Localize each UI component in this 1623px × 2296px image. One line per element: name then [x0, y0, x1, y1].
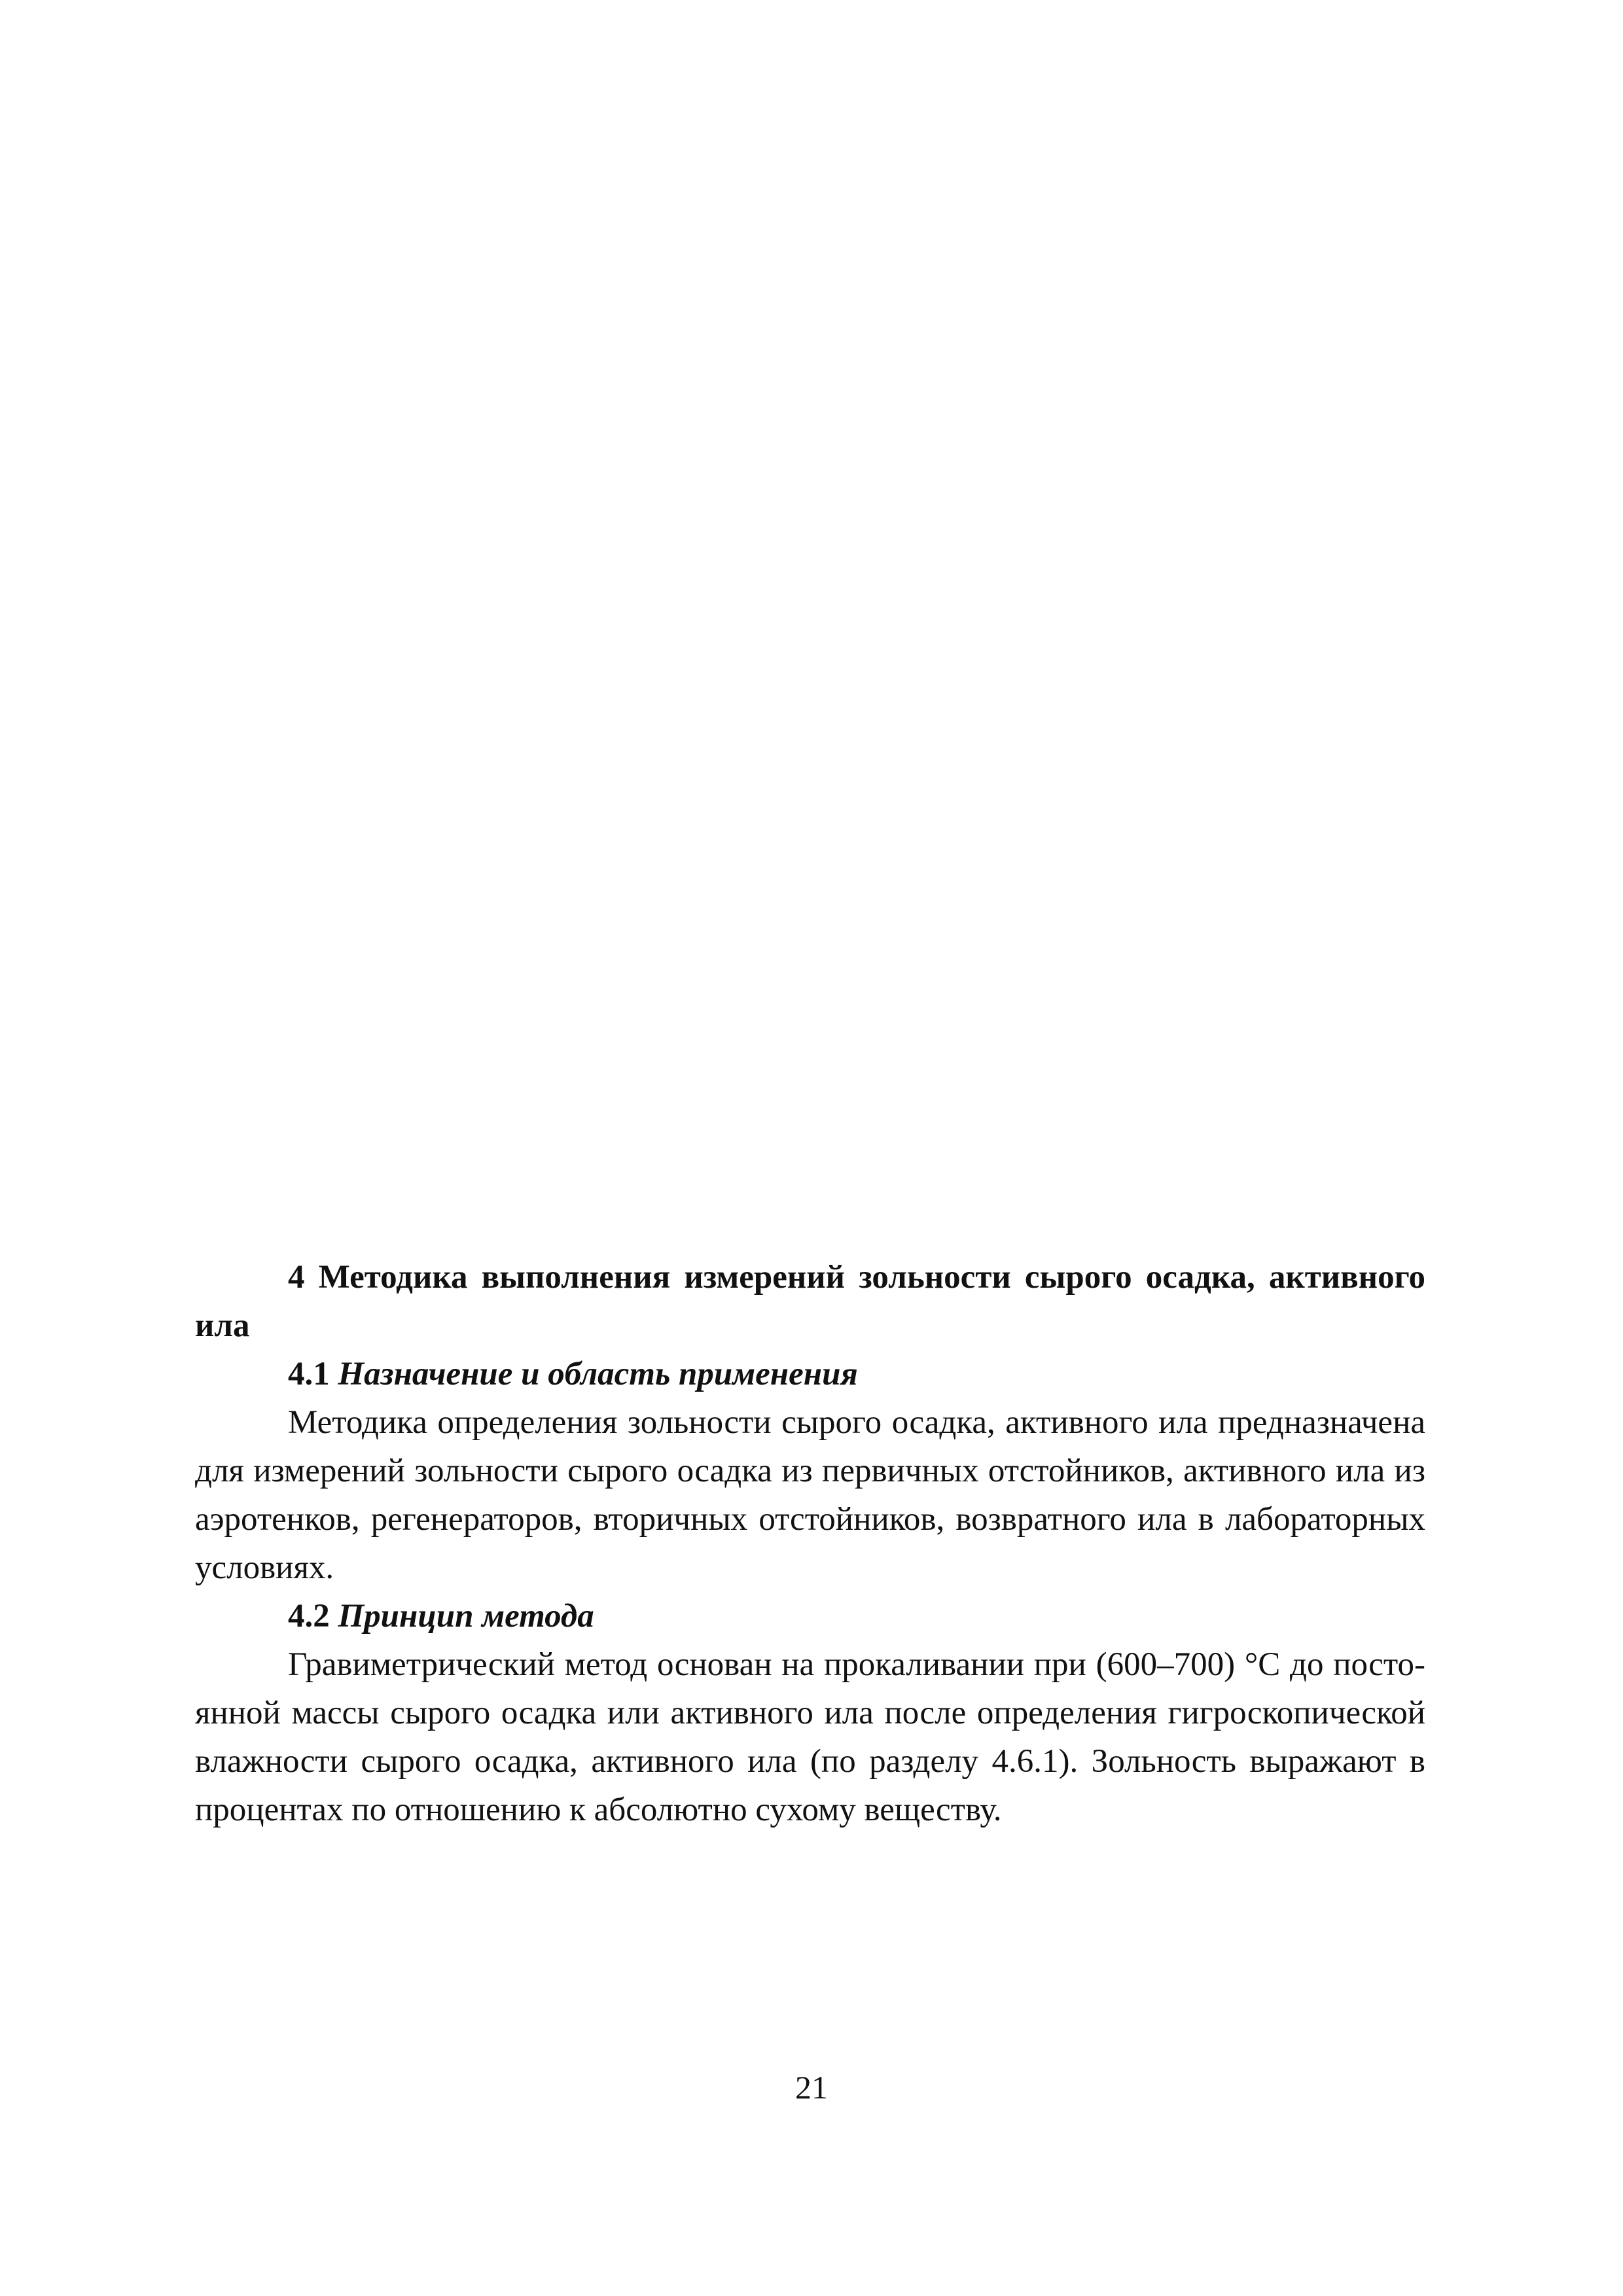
subsection-number: 4.1 [288, 1356, 330, 1392]
subsection-title: Принцип метода [338, 1598, 594, 1634]
paragraph-purpose: Методика определения зольности сырого осадка, активного ила предназначена для измерений зольности сырого осадка из первичных отстойников, активного ила из аэротенков, регенераторов, вторичных отстойников, возвратного ила в лабораторных условиях. [195, 1404, 1425, 1586]
page-number: 21 [795, 2069, 828, 2106]
page-content [195, 1253, 1425, 1834]
subsection-heading-purpose [195, 1350, 1425, 1398]
subsection-number: 4.2 [288, 1598, 330, 1634]
paragraph-principle: Гравиметрический метод основан на прокаливании при (600–700) °С до постоянной массы сырого осадка или активного ила после определения гигроскопической влажности сырого осадка, активного ила (по разделу 4.6.1). Зольность выражают в процентах по отношению к абсолютно сухому веществу. [195, 1646, 1425, 1828]
subsection-title: Назначение и область применения [338, 1356, 858, 1392]
subsection-heading-principle [195, 1592, 1425, 1640]
section-heading: 4 Методика выполнения измерений зольности сырого осадка, активного ила [195, 1259, 1425, 1344]
